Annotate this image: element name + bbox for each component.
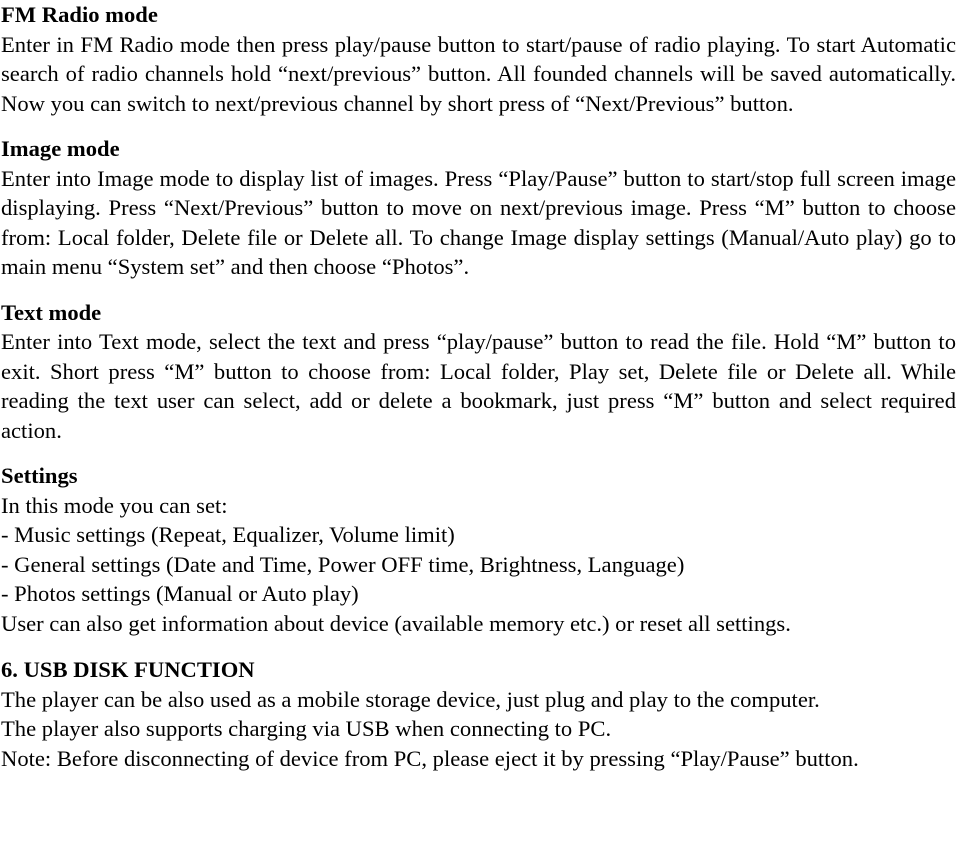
section-body: The player also supports charging via USB when connecting to PC. — [1, 716, 612, 741]
section-usb-disk — [1, 655, 956, 773]
spacer — [1, 638, 956, 655]
section-heading: Settings — [1, 463, 78, 488]
section-heading: Text mode — [1, 299, 102, 325]
settings-item: - General settings (Date and Time, Power OFF time, Brightness, Language) — [1, 551, 685, 577]
section-text — [1, 298, 956, 446]
section-body: The player can be also used as a mobile storage device, just plug and play to the computer. — [1, 686, 820, 712]
spacer — [1, 118, 956, 134]
settings-intro: In this mode you can set: — [1, 492, 228, 518]
settings-item: - Photos settings (Manual or Auto play) — [1, 581, 359, 606]
section-settings — [1, 461, 956, 638]
section-heading: FM Radio mode — [1, 2, 158, 27]
settings-item: - Music settings (Repeat, Equalizer, Volume limit) — [1, 522, 455, 547]
section-body: Enter into Image mode to display list of images. Press “Play/Pause” button to start/stop full screen image displaying. Press “Next/Previous” button to move on next/previous image. Press “M” button to choose from: Local folder, Delete file or Delete all. To change Image display settings (Manual/Auto play) go to main menu “System set” and then choose “Photos”. — [1, 165, 956, 279]
section-body: Enter in FM Radio mode then press play/pause button to start/pause of radio playing. To start Automatic search of radio channels hold “next/previous” button. All founded channels will be saved automatically. Now you can switch to next/previous channel by short press of “Next/Previous” button. — [1, 31, 956, 116]
section-heading: Image mode — [1, 136, 120, 161]
section-note: Note: Before disconnecting of device from PC, please eject it by pressing “Play/Pause” button. — [1, 745, 859, 771]
spacer — [1, 445, 956, 461]
section-image — [1, 134, 956, 282]
section-fm-radio — [1, 0, 956, 118]
settings-outro: User can also get information about device (available memory etc.) or reset all settings. — [1, 610, 791, 636]
spacer — [1, 282, 956, 298]
section-body: Enter into Text mode, select the text and press “play/pause” button to read the file. Hold “M” button to exit. Short press “M” button to choose from: Local folder, Play set, Delete file or Delete all. While reading the text user can select, add or delete a bookmark, just press “M” button and select required action. — [1, 329, 956, 443]
section-heading: 6. USB DISK FUNCTION — [1, 657, 255, 682]
